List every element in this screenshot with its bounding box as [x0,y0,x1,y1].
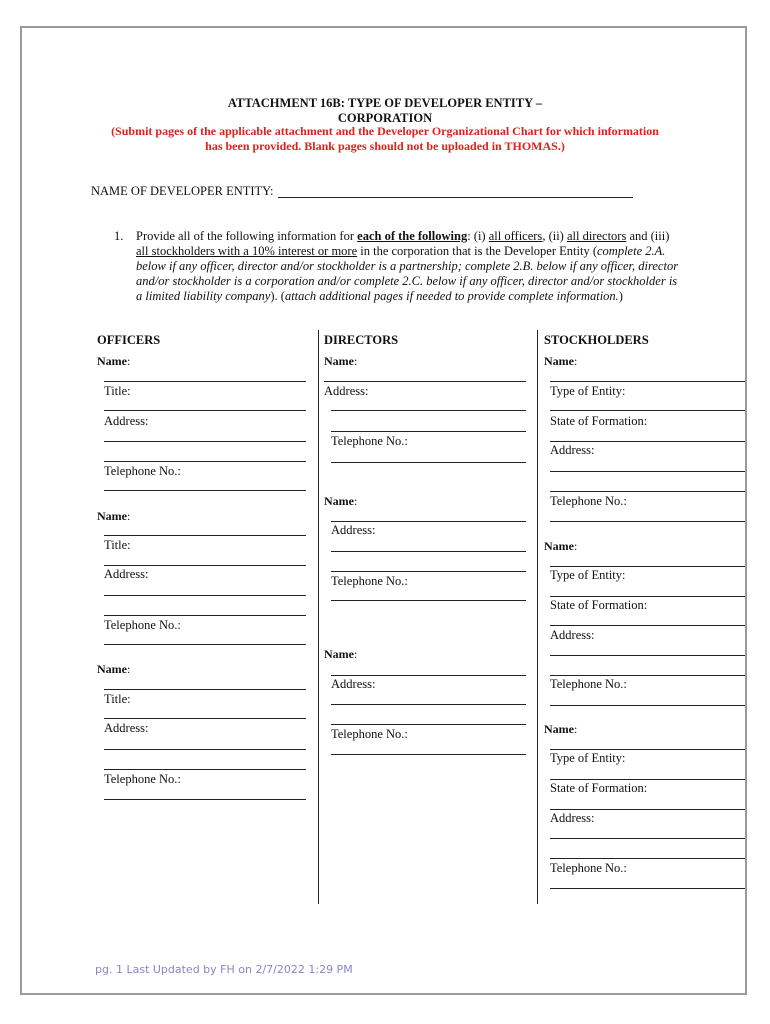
stockholder-telephone-label: Telephone No.: [550,677,627,691]
officer-title-label: Title: [104,692,131,706]
stockholder-state-field[interactable] [550,809,745,810]
officer-title-label: Title: [104,538,131,552]
director-address-label: Address: [331,677,376,691]
stockholder-address-field[interactable] [550,838,745,839]
director-telephone-label: Telephone No.: [331,574,408,588]
stockholder-name-field[interactable] [550,381,745,382]
stockholder-name-label: Name: [544,539,578,553]
director-name-field[interactable] [331,675,526,676]
director-name-label: Name: [324,494,358,508]
director-telephone-field[interactable] [331,462,526,463]
stockholder-entity-type-label: Type of Entity: [550,568,626,582]
director-address-field[interactable] [331,704,526,705]
officer-title-field[interactable] [104,718,306,719]
officer-address-field[interactable] [104,749,306,750]
stockholder-name-field[interactable] [550,749,745,750]
director-telephone-field[interactable] [331,754,526,755]
developer-entity-field[interactable] [278,197,633,198]
officer-title-label: Title: [104,384,131,398]
stockholder-address-field[interactable] [550,471,745,472]
stockholder-entity-type-field[interactable] [550,410,745,411]
attachment-title: ATTACHMENT 16B: TYPE OF DEVELOPER ENTITY – [227,96,543,110]
column-divider-2 [537,330,538,904]
stockholder-address-label: Address: [550,811,595,825]
stockholder-state-label: State of Formation: [550,414,648,428]
stockholder-state-field[interactable] [550,441,745,442]
stockholder-telephone-field[interactable] [550,705,745,706]
stockholder-telephone-label: Telephone No.: [550,861,627,875]
officer-address-field[interactable] [104,441,306,442]
stockholder-address-label: Address: [550,443,595,457]
officer-telephone-label: Telephone No.: [104,618,181,632]
officer-name-field[interactable] [104,689,306,690]
submit-instruction-line1: (Submit pages of the applicable attachment and the Developer Organizational Chart for which information [111,124,659,138]
director-name-field[interactable] [324,381,526,382]
officer-name-label: Name: [97,662,131,676]
director-address-field[interactable] [331,410,526,411]
officer-address-field[interactable] [104,615,306,616]
officer-telephone-label: Telephone No.: [104,464,181,478]
stockholder-address-field[interactable] [550,491,745,492]
officer-address-field[interactable] [104,461,306,462]
directors-header: DIRECTORS [324,333,399,347]
stockholder-name-label: Name: [544,722,578,736]
stockholder-entity-type-label: Type of Entity: [550,384,626,398]
director-name-label: Name: [324,354,358,368]
stockholder-telephone-field[interactable] [550,888,745,889]
column-divider-1 [318,330,319,904]
officer-address-field[interactable] [104,769,306,770]
stockholder-address-field[interactable] [550,858,745,859]
director-name-field[interactable] [331,521,526,522]
officer-name-label: Name: [97,354,131,368]
stockholder-telephone-field[interactable] [550,521,745,522]
director-address-field[interactable] [331,551,526,552]
stockholder-entity-type-label: Type of Entity: [550,751,626,765]
director-address-label: Address: [331,523,376,537]
stockholder-telephone-label: Telephone No.: [550,494,627,508]
stockholder-address-field[interactable] [550,675,745,676]
stockholder-address-label: Address: [550,628,595,642]
officer-telephone-field[interactable] [104,799,306,800]
stockholder-state-label: State of Formation: [550,781,648,795]
officer-title-field[interactable] [104,410,306,411]
stockholder-state-field[interactable] [550,625,745,626]
item-number: 1. [114,229,124,243]
submit-instruction-line2: has been provided. Blank pages should not be uploaded in THOMAS.) [205,139,565,153]
officer-address-field[interactable] [104,595,306,596]
officer-name-field[interactable] [104,535,306,536]
director-telephone-label: Telephone No.: [331,727,408,741]
officer-address-label: Address: [104,721,149,735]
officers-header: OFFICERS [97,333,161,347]
officer-address-label: Address: [104,567,149,581]
developer-entity-label: NAME OF DEVELOPER ENTITY: [91,184,274,198]
stockholder-name-label: Name: [544,354,578,368]
officer-telephone-field[interactable] [104,490,306,491]
officer-name-field[interactable] [104,381,306,382]
officer-telephone-label: Telephone No.: [104,772,181,786]
director-address-field[interactable] [331,724,526,725]
stockholder-name-field[interactable] [550,566,745,567]
director-telephone-field[interactable] [331,600,526,601]
director-address-label: Address: [324,384,369,398]
stockholder-entity-type-field[interactable] [550,779,745,780]
officer-address-label: Address: [104,414,149,428]
director-address-field[interactable] [331,431,526,432]
director-telephone-label: Telephone No.: [331,434,408,448]
stockholder-state-label: State of Formation: [550,598,648,612]
officer-name-label: Name: [97,509,131,523]
attachment-subtitle: CORPORATION [337,111,433,125]
page-footer: pg. 1 Last Updated by FH on 2/7/2022 1:29 PM [95,963,353,976]
stockholders-header: STOCKHOLDERS [544,333,649,347]
item-instructions: Provide all of the following information for each of the following: (i) all officers, (ii) all directors and (iii) all stockholders with a 10% interest or more in the corporation that is the Developer Entity (complete 2.A. below if any officer, director and/or stockholder is a partnership; complete 2.B. below if any officer, director and/or stockholder is a corporation and/or complete 2.C. below if any officer, director and/or stockholder is a limited liability company). (attach additional pages if needed to provide complete information.) [136,229,679,303]
director-name-label: Name: [324,647,358,661]
stockholder-entity-type-field[interactable] [550,596,745,597]
officer-title-field[interactable] [104,565,306,566]
officer-telephone-field[interactable] [104,644,306,645]
stockholder-address-field[interactable] [550,655,745,656]
director-address-field[interactable] [331,571,526,572]
